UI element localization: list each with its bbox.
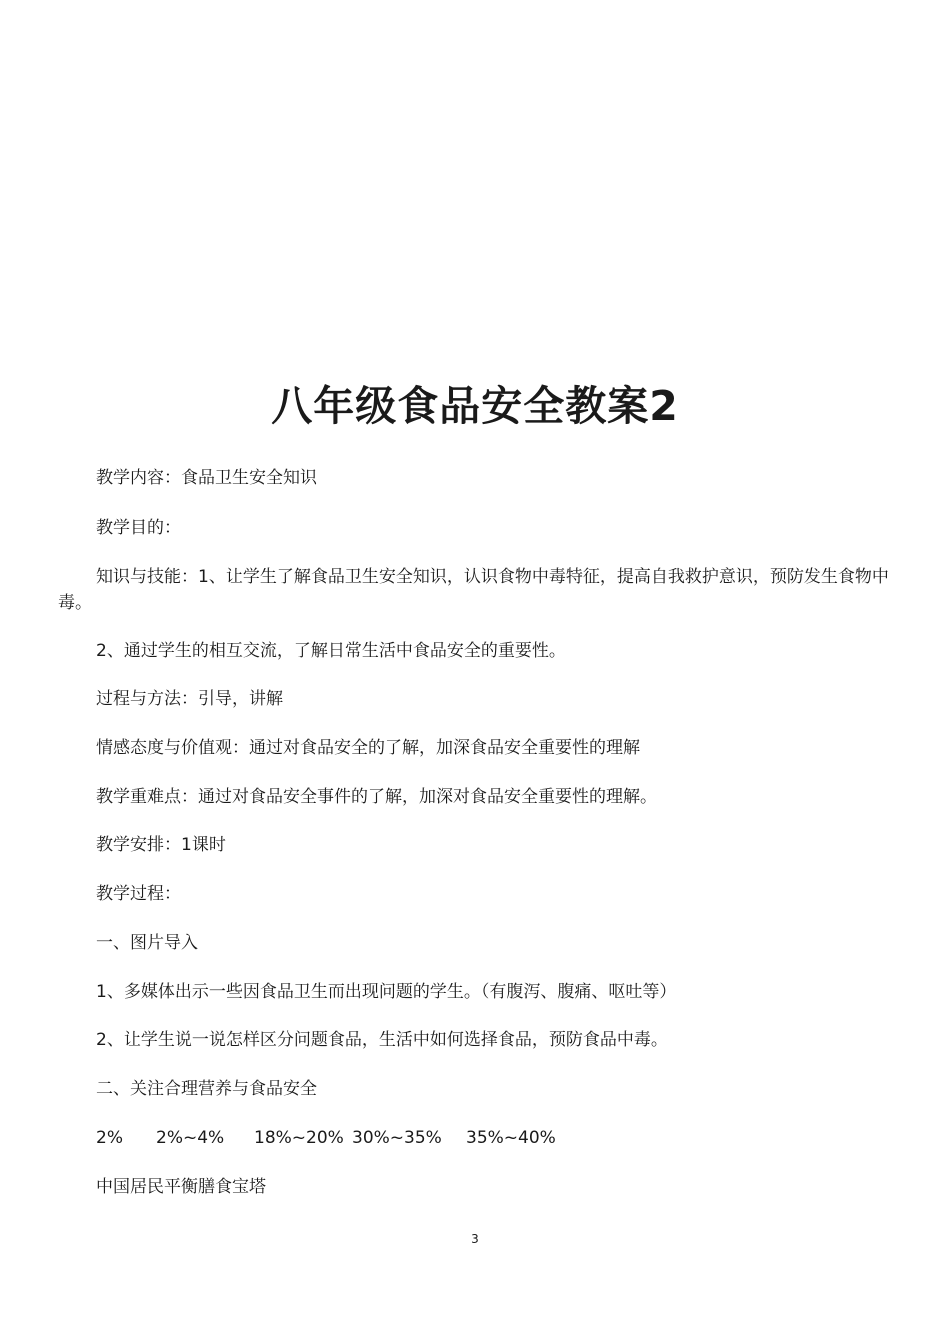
paragraph-teaching-content: 教学内容：食品卫生安全知识 bbox=[96, 468, 317, 488]
paragraph-step-1: 1、多媒体出示一些因食品卫生而出现问题的学生。（有腹泻、腹痛、呕吐等） bbox=[96, 982, 677, 1002]
paragraph-step-2: 2、让学生说一说怎样区分问题食品，生活中如何选择食品，预防食品中毒。 bbox=[96, 1030, 668, 1050]
paragraph-schedule: 教学安排：1课时 bbox=[96, 835, 226, 855]
paragraph-emotion-values: 情感态度与价值观：通过对食品安全的了解，加深食品安全重要性的理解 bbox=[96, 738, 640, 758]
paragraph-process-heading: 教学过程： bbox=[96, 884, 181, 904]
percentage-item: 2% bbox=[96, 1128, 123, 1148]
percentage-item: 2%~4% bbox=[156, 1128, 225, 1148]
paragraph-goal-2: 2、通过学生的相互交流，了解日常生活中食品安全的重要性。 bbox=[96, 641, 566, 661]
paragraph-process-method: 过程与方法：引导，讲解 bbox=[96, 689, 283, 709]
paragraph-section-1: 一、图片导入 bbox=[96, 933, 198, 953]
paragraph-knowledge-skills: 知识与技能：1、让学生了解食品卫生安全知识，认识食物中毒特征，提高自我救护意识，预防发生食物中毒。 bbox=[58, 567, 889, 613]
percentage-item: 30%~35% bbox=[352, 1128, 442, 1148]
percentage-item: 18%~20% bbox=[254, 1128, 344, 1148]
pyramid-caption: 中国居民平衡膳食宝塔 bbox=[96, 1177, 266, 1197]
paragraph-key-points: 教学重难点：通过对食品安全事件的了解，加深对食品安全重要性的理解。 bbox=[96, 787, 657, 807]
page-number: 3 bbox=[471, 1232, 479, 1246]
document-title: 八年级食品安全教案2 bbox=[271, 382, 679, 430]
paragraph-section-2: 二、关注合理营养与食品安全 bbox=[96, 1079, 317, 1099]
paragraph-teaching-goal: 教学目的： bbox=[96, 518, 181, 538]
percentage-item: 35%~40% bbox=[466, 1128, 556, 1148]
